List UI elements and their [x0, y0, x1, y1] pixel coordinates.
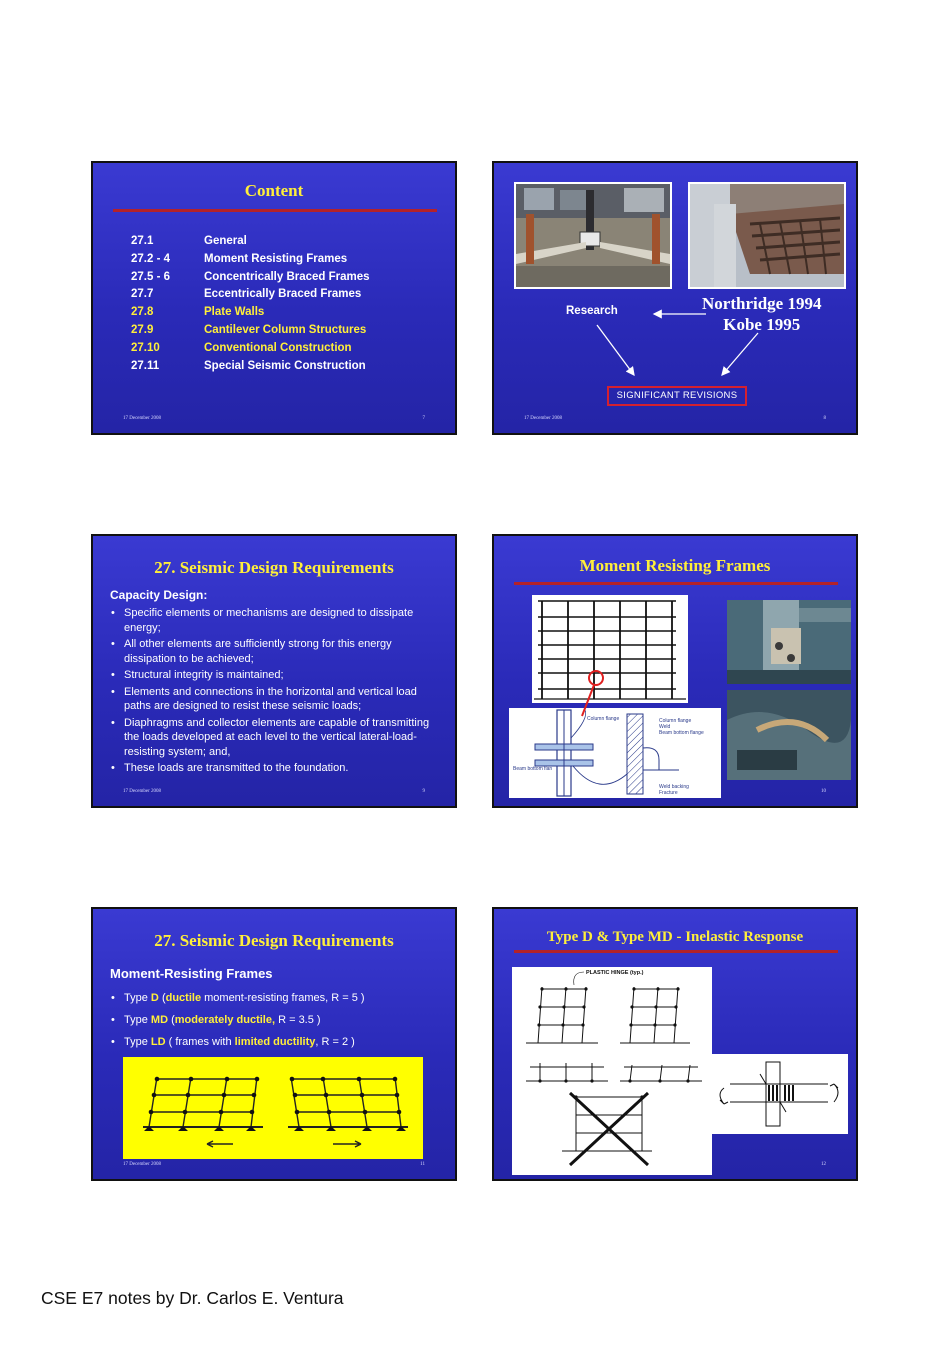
arrow-down-right — [597, 325, 634, 375]
toc-row — [131, 360, 370, 378]
bullet-item: • Specific elements or mechanisms are designed to dissipate energy; — [110, 606, 440, 635]
type-text: R = 3.5 ) — [275, 1014, 321, 1026]
type-text: moment-resisting frames, R = 5 ) — [201, 992, 365, 1004]
toc-label: Special Seismic Construction — [204, 359, 366, 372]
detail-label-weld-backing: Weld backing — [659, 784, 689, 790]
type-text: ( frames with — [168, 1036, 235, 1048]
type-code: D — [150, 992, 159, 1004]
toc-row — [131, 253, 370, 271]
toc-label: Conventional Construction — [204, 341, 352, 354]
toc-label: Concentrically Braced Frames — [204, 270, 370, 283]
slide-date: 17 December 2008 — [524, 416, 563, 421]
toc-num: 27.10 — [131, 341, 160, 354]
weld-fracture-photo-2 — [727, 690, 851, 780]
slide-title: Moment Resisting Frames — [579, 556, 771, 575]
significant-revisions-box: SIGNIFICANT REVISIONS — [607, 386, 747, 406]
slide-8-revisions — [492, 161, 858, 435]
slide-number: 12 — [821, 1162, 826, 1167]
detail-label-fracture: Fracture — [659, 790, 678, 796]
detail-label-beam-bottom-flange: Beam bottom flange — [659, 730, 704, 736]
type-word: Type — [124, 1036, 148, 1048]
plastic-hinge-label: PLASTIC HINGE (typ.) — [586, 970, 644, 976]
weld-fracture-photo-1 — [727, 600, 851, 684]
slide-date: 17 December 2008 — [123, 789, 162, 794]
sway-frames-diagram — [123, 1057, 423, 1159]
slide-number: 9 — [422, 789, 425, 794]
detail-label-column-flange-left: Column flange — [587, 716, 620, 722]
type-text: ( — [161, 992, 166, 1004]
toc-row — [131, 235, 370, 253]
title-rule — [113, 209, 437, 212]
slide-title: Content — [244, 181, 304, 200]
bullet-item: • These loads are transmitted to the foundation. — [110, 761, 440, 776]
type-d-item — [110, 991, 365, 1013]
arrow-down-left — [722, 333, 758, 375]
toc-num: 27.7 — [131, 288, 154, 301]
toc-label: Plate Walls — [204, 306, 265, 319]
toc-row-highlight — [131, 342, 370, 360]
type-strong: limited ductility — [234, 1036, 316, 1048]
detail-label-weld: Weld — [659, 724, 671, 730]
frame-elevation-drawing — [532, 595, 688, 703]
detail-label-beam-bottom-flan: Beam bottom flan — [513, 766, 553, 772]
slide-subtitle: Moment-Resisting Frames — [110, 966, 273, 981]
research-label: Research — [566, 305, 618, 317]
type-ld-item — [110, 1035, 365, 1057]
slide-10-moment-frames — [492, 534, 858, 808]
toc-row — [131, 271, 370, 289]
hinge-moment-detail — [710, 1054, 848, 1134]
slide-number: 8 — [823, 416, 826, 421]
toc-row — [131, 288, 370, 306]
toc-num: 27.1 — [131, 235, 154, 247]
toc-num: 27.5 - 6 — [131, 270, 170, 283]
toc-num: 27.8 — [131, 306, 154, 319]
type-text: ( — [171, 1014, 175, 1026]
slide-9-capacity-design — [91, 534, 457, 808]
toc-list — [131, 235, 370, 377]
type-word: Type — [124, 992, 148, 1004]
slide-title: 27. Seismic Design Requirements — [154, 558, 394, 577]
type-text: , R = 2 ) — [315, 1036, 355, 1048]
type-code: MD — [150, 1014, 169, 1026]
slide-7-content — [91, 161, 457, 435]
slide-12-inelastic-response — [492, 907, 858, 1181]
toc-label: Cantilever Column Structures — [204, 323, 367, 336]
type-strong: moderately ductile, — [174, 1014, 276, 1026]
toc-row-highlight — [131, 324, 370, 342]
type-word: Type — [124, 1014, 148, 1026]
connection-detail-drawing — [509, 708, 721, 798]
type-md-item — [110, 1013, 365, 1035]
bullet-list — [110, 606, 440, 778]
slide-number: 10 — [821, 789, 826, 794]
detail-label-column-flange: Column flange — [659, 718, 692, 724]
bullet-item: • Elements and connections in the horizontal and vertical load paths are designed to resist these seismic loads; — [110, 685, 440, 714]
kobe-label: Kobe 1995 — [723, 315, 801, 334]
slide-date: 17 December 2008 — [123, 416, 162, 421]
slide-date: 17 December 2008 — [123, 1162, 162, 1167]
type-code: LD — [150, 1036, 166, 1048]
slide-number: 7 — [422, 416, 425, 421]
toc-num: 27.9 — [131, 323, 154, 336]
toc-num: 27.11 — [131, 359, 160, 372]
slide-title: 27. Seismic Design Requirements — [154, 931, 394, 950]
page-footer-note: CSE E7 notes by Dr. Carlos E. Ventura — [41, 1288, 344, 1308]
title-rule — [514, 950, 838, 953]
title-rule — [514, 582, 838, 585]
toc-label: General — [204, 235, 247, 247]
frame-type-list — [110, 991, 365, 1057]
northridge-label: Northridge 1994 — [702, 294, 822, 313]
type-strong: ductile — [165, 992, 202, 1004]
toc-label: Eccentrically Braced Frames — [204, 288, 362, 301]
toc-label: Moment Resisting Frames — [204, 252, 348, 265]
toc-row-highlight — [131, 306, 370, 324]
toc-num: 27.2 - 4 — [131, 252, 170, 265]
plastic-hinge-diagram — [512, 967, 712, 1175]
slide-title: Type D & Type MD - Inelastic Response — [546, 929, 804, 945]
bullet-item: • All other elements are sufficiently strong for this energy dissipation to be achieved; — [110, 637, 440, 666]
bullet-item: • Structural integrity is maintained; — [110, 668, 440, 683]
slide-number: 11 — [420, 1162, 425, 1167]
slide-subtitle: Capacity Design: — [110, 588, 208, 602]
bullet-item: • Diaphragms and collector elements are capable of transmitting the loads developed at each level to the vertical lateral-load-resisting system; and, — [110, 716, 440, 760]
slide-11-moment-resisting-frames — [91, 907, 457, 1181]
